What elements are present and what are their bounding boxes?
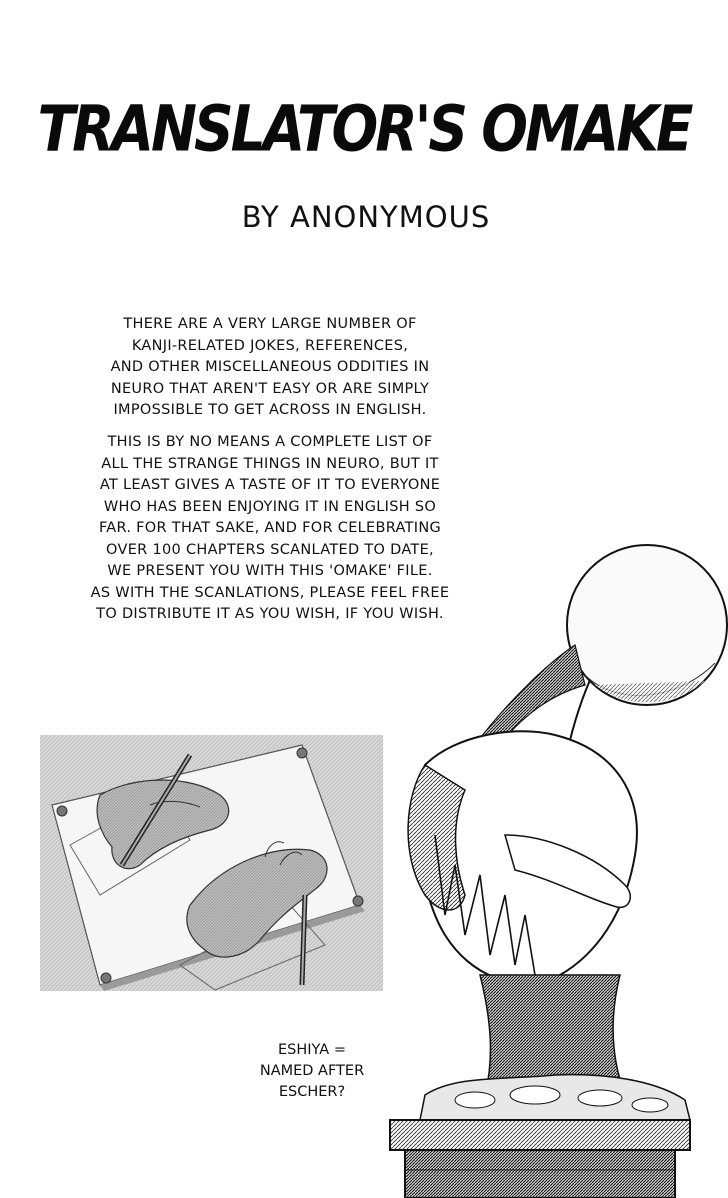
text-line: FAR. FOR THAT SAKE, AND FOR CELEBRATING: [98, 520, 442, 536]
text-line: WHO HAS BEEN ENJOYING IT IN ENGLISH SO: [103, 498, 437, 515]
text-line: IMPOSSIBLE TO GET ACROSS IN ENGLISH.: [113, 402, 427, 418]
text-line: OVER 100 CHAPTERS SCANLATED TO DATE,: [106, 541, 434, 558]
text-line: THERE ARE A VERY LARGE NUMBER OF: [123, 316, 417, 332]
text-line: ALL THE STRANGE THINGS IN NEURO, BUT IT: [101, 455, 439, 472]
text-line: AND OTHER MISCELLANEOUS ODDITIES IN: [110, 359, 430, 375]
text-line: TO DISTRIBUTE IT AS YOU WISH, IF YOU WISH.: [96, 606, 444, 622]
caption-line: ESCHER?: [278, 1084, 346, 1100]
drawing-hands-print: [40, 735, 383, 991]
page-title: TRANSLATOR'S OMAKE: [37, 92, 691, 166]
text-line: AT LEAST GIVES A TASTE OF IT TO EVERYONE: [99, 477, 441, 493]
text-line: THIS IS BY NO MEANS A COMPLETE LIST OF: [107, 434, 433, 450]
drawing-hands-illustration: [40, 735, 383, 991]
caption-line: ESHIYA =: [278, 1042, 346, 1058]
faceless-statue-drawing: [385, 535, 728, 1198]
statue-illustration: [385, 535, 728, 1198]
escher-caption: [232, 1040, 392, 1103]
text-line: WE PRESENT YOU WITH THIS 'OMAKE' FILE.: [107, 563, 433, 579]
text-line: NEURO THAT AREN'T EASY OR ARE SIMPLY: [110, 380, 430, 397]
text-line: KANJI-RELATED JOKES, REFERENCES,: [131, 337, 409, 354]
text-line: AS WITH THE SCANLATIONS, PLEASE FEEL FREE: [90, 584, 450, 601]
author-byline: BY ANONYMOUS: [241, 200, 491, 234]
caption-line: NAMED AFTER: [259, 1063, 365, 1079]
intro-paragraph-1: [70, 314, 470, 422]
